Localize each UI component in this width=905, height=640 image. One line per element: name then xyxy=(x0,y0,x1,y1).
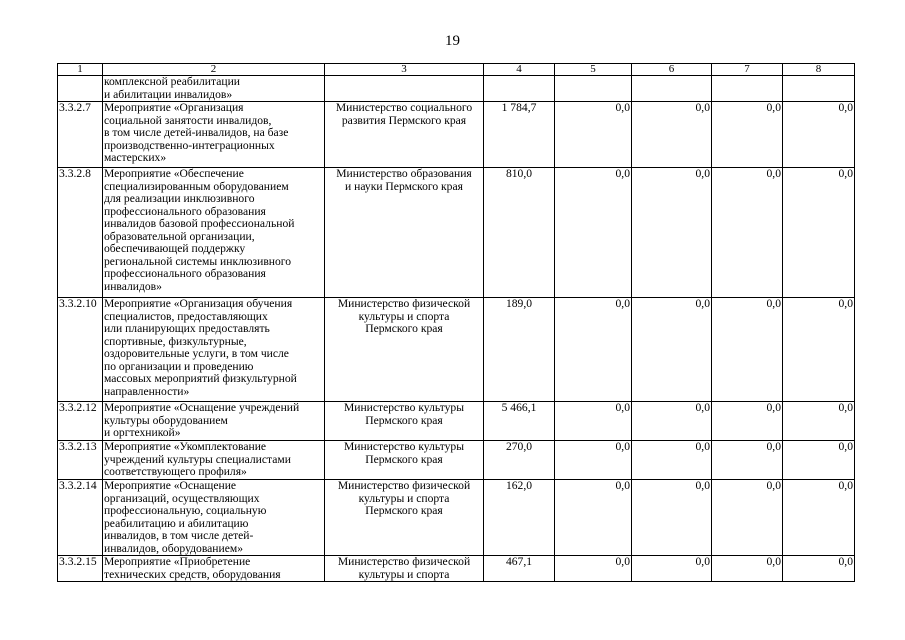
column-number: 3 xyxy=(325,64,484,76)
amount-col-7: 0,0 xyxy=(712,556,783,582)
executor-name: Министерство физической культуры и спорта Пермского края xyxy=(325,480,484,556)
amount-col-7 xyxy=(712,76,783,102)
amount-col-8: 0,0 xyxy=(783,441,855,480)
table-row xyxy=(58,298,855,402)
amount-col-8: 0,0 xyxy=(783,102,855,168)
amount-col-8: 0,0 xyxy=(783,556,855,582)
amount-col-7: 0,0 xyxy=(712,168,783,298)
amount-col-6: 0,0 xyxy=(632,102,712,168)
executor-name: Министерство культуры Пермского края xyxy=(325,402,484,441)
amount-col-4: 1 784,7 xyxy=(484,102,555,168)
table-row xyxy=(58,102,855,168)
table-row xyxy=(58,168,855,298)
executor-name: Министерство физической культуры и спорта xyxy=(325,556,484,582)
amount-col-5: 0,0 xyxy=(555,480,632,556)
amount-col-5: 0,0 xyxy=(555,102,632,168)
activity-name: Мероприятие «Организация социальной занятости инвалидов, в том числе детей-инвалидов, на базе производственно-интеграционных мастерских» xyxy=(103,102,325,168)
activity-name: Мероприятие «Оснащение учреждений культуры оборудованием и оргтехникой» xyxy=(103,402,325,441)
activity-code: 3.3.2.12 xyxy=(58,402,103,441)
activity-code: 3.3.2.13 xyxy=(58,441,103,480)
amount-col-7: 0,0 xyxy=(712,402,783,441)
activity-code xyxy=(58,76,103,102)
column-number: 8 xyxy=(783,64,855,76)
executor-name: Министерство образования и науки Пермского края xyxy=(325,168,484,298)
amount-col-6: 0,0 xyxy=(632,298,712,402)
amount-col-8 xyxy=(783,76,855,102)
amount-col-4: 189,0 xyxy=(484,298,555,402)
amount-col-4 xyxy=(484,76,555,102)
amount-col-8: 0,0 xyxy=(783,298,855,402)
table-row xyxy=(58,441,855,480)
amount-col-6: 0,0 xyxy=(632,441,712,480)
amount-col-7: 0,0 xyxy=(712,441,783,480)
amount-col-6: 0,0 xyxy=(632,480,712,556)
activity-name: Мероприятие «Обеспечение специализированным оборудованием для реализации инклюзивного профессионального образования инвалидов базовой профессиональной образовательной организации, обеспечивающей поддержку региональной системы инклюзивного профессионального образования инвалидов» xyxy=(103,168,325,298)
activity-name: Мероприятие «Укомплектование учреждений культуры специалистами соответствующего профиля» xyxy=(103,441,325,480)
activity-name: комплексной реабилитации и абилитации инвалидов» xyxy=(103,76,325,102)
column-number: 2 xyxy=(103,64,325,76)
amount-col-4: 5 466,1 xyxy=(484,402,555,441)
amount-col-8: 0,0 xyxy=(783,402,855,441)
amount-col-5: 0,0 xyxy=(555,402,632,441)
amount-col-4: 162,0 xyxy=(484,480,555,556)
activity-name: Мероприятие «Организация обучения специалистов, предоставляющих или планирующих предоставлять спортивные, физкультурные, оздоровительные услуги, в том числе по организации и проведению массовых мероприятий физкультурной направленности» xyxy=(103,298,325,402)
amount-col-4: 810,0 xyxy=(484,168,555,298)
amount-col-6 xyxy=(632,76,712,102)
column-number: 5 xyxy=(555,64,632,76)
program-table xyxy=(57,63,855,582)
column-number-row xyxy=(58,64,855,76)
amount-col-5: 0,0 xyxy=(555,556,632,582)
activity-code: 3.3.2.10 xyxy=(58,298,103,402)
executor-name: Министерство физической культуры и спорта Пермского края xyxy=(325,298,484,402)
activity-name: Мероприятие «Приобретение технических средств, оборудования xyxy=(103,556,325,582)
amount-col-6: 0,0 xyxy=(632,168,712,298)
column-number: 7 xyxy=(712,64,783,76)
amount-col-4: 270,0 xyxy=(484,441,555,480)
amount-col-8: 0,0 xyxy=(783,480,855,556)
column-number: 1 xyxy=(58,64,103,76)
amount-col-7: 0,0 xyxy=(712,480,783,556)
table-row xyxy=(58,556,855,582)
table-row xyxy=(58,76,855,102)
executor-name: Министерство социального развития Пермского края xyxy=(325,102,484,168)
amount-col-6: 0,0 xyxy=(632,402,712,441)
amount-col-5: 0,0 xyxy=(555,298,632,402)
amount-col-6: 0,0 xyxy=(632,556,712,582)
amount-col-7: 0,0 xyxy=(712,102,783,168)
activity-code: 3.3.2.7 xyxy=(58,102,103,168)
amount-col-7: 0,0 xyxy=(712,298,783,402)
table-row xyxy=(58,480,855,556)
activity-code: 3.3.2.14 xyxy=(58,480,103,556)
page-number: 19 xyxy=(445,33,460,49)
amount-col-5 xyxy=(555,76,632,102)
activity-name: Мероприятие «Оснащение организаций, осуществляющих профессиональную, социальную реабилитацию и абилитацию инвалидов, в том числе детей- инвалидов, оборудованием» xyxy=(103,480,325,556)
executor-name xyxy=(325,76,484,102)
amount-col-5: 0,0 xyxy=(555,441,632,480)
executor-name: Министерство культуры Пермского края xyxy=(325,441,484,480)
column-number: 6 xyxy=(632,64,712,76)
table-row xyxy=(58,402,855,441)
amount-col-4: 467,1 xyxy=(484,556,555,582)
column-number: 4 xyxy=(484,64,555,76)
amount-col-5: 0,0 xyxy=(555,168,632,298)
amount-col-8: 0,0 xyxy=(783,168,855,298)
activity-code: 3.3.2.8 xyxy=(58,168,103,298)
activity-code: 3.3.2.15 xyxy=(58,556,103,582)
